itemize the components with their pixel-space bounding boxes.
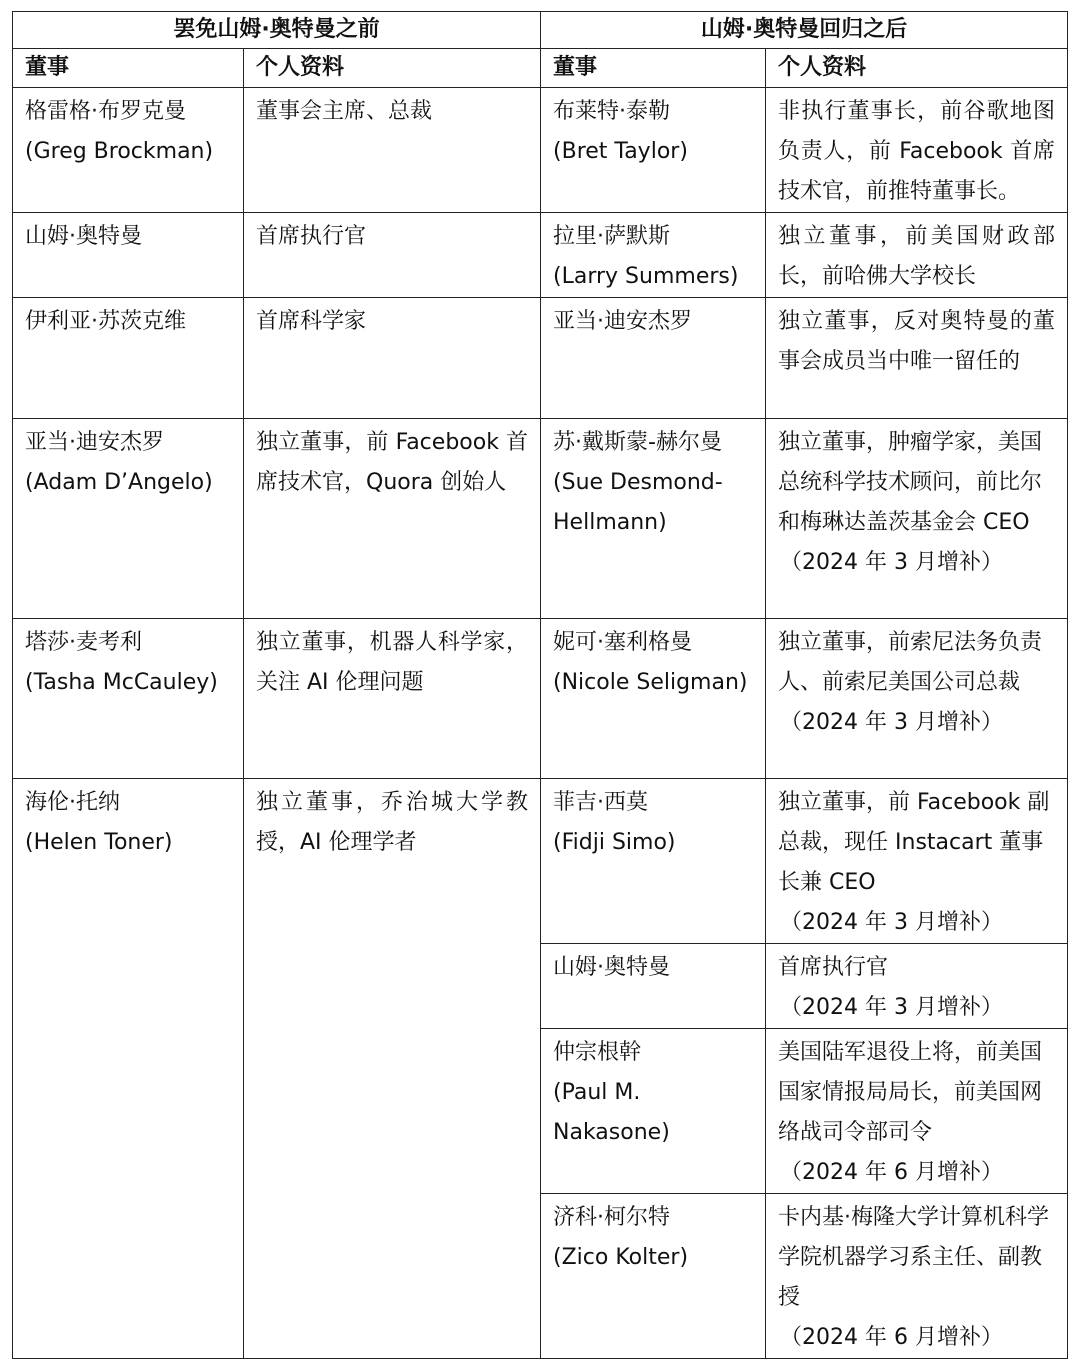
director-cell (541, 619, 766, 779)
director-name: 济科·柯尔特 (553, 1205, 671, 1230)
director-name-en: (Fidji Simo) (553, 830, 676, 855)
director-cell (541, 779, 766, 944)
director-name-en: (Bret Taylor) (553, 139, 688, 164)
director-name: 亚当·迪安杰罗 (553, 309, 693, 334)
director-name: 拉里·萨默斯 (553, 224, 671, 249)
added-note: （2024 年 3 月增补） (780, 550, 1003, 575)
director-name-en: (Tasha McCauley) (25, 670, 218, 695)
director-cell (541, 1029, 766, 1194)
added-note: （2024 年 6 月增补） (780, 1160, 1003, 1185)
profile-cell: 独立董事，乔治城大学教授，AI 伦理学者 (244, 779, 541, 1359)
profile-text: 美国陆军退役上将，前美国国家情报局局长，前美国网络战司令部司令 (778, 1040, 1043, 1145)
profile-cell: 独立董事，反对奥特曼的董事会成员当中唯一留任的 (766, 298, 1068, 419)
director-name-en: (Greg Brockman) (25, 139, 214, 164)
profile-cell: 独立董事，前 Facebook 首席技术官，Quora 创始人 (244, 419, 541, 619)
section-header-row (13, 12, 1068, 49)
director-name: 菲吉·西莫 (553, 790, 649, 815)
director-name: 山姆·奥特曼 (553, 955, 671, 980)
profile-cell: 董事会主席、总裁 (244, 88, 541, 213)
director-name-en: (Paul M. Nakasone) (553, 1080, 670, 1145)
director-name: 亚当·迪安杰罗 (25, 430, 164, 455)
table-row (13, 619, 1068, 779)
director-name: 格雷格·布罗克曼 (25, 99, 186, 124)
profile-cell: 独立董事，机器人科学家，关注 AI 伦理问题 (244, 619, 541, 779)
director-cell (541, 1194, 766, 1359)
profile-text: 独立董事，前索尼法务负责人、前索尼美国公司总裁 (778, 630, 1043, 695)
col-profile-after: 个人资料 (766, 49, 1068, 88)
col-director-before: 董事 (13, 49, 244, 88)
director-name: 山姆·奥特曼 (25, 224, 142, 249)
director-cell (13, 298, 244, 419)
director-name: 布莱特·泰勒 (553, 99, 671, 124)
director-name: 海伦·托纳 (25, 790, 120, 815)
header-before: 罢免山姆·奥特曼之前 (13, 12, 541, 49)
director-name: 塔莎·麦考利 (25, 630, 142, 655)
profile-cell (766, 419, 1068, 619)
profile-text: 卡内基·梅隆大学计算机科学学院机器学习系主任、副教授 (778, 1205, 1050, 1310)
added-note: （2024 年 6 月增补） (780, 1325, 1003, 1350)
director-cell (541, 419, 766, 619)
director-cell (541, 213, 766, 298)
profile-cell (766, 779, 1068, 944)
director-name-en: (Sue Desmond-Hellmann) (553, 470, 723, 535)
col-director-after: 董事 (541, 49, 766, 88)
director-name: 妮可·塞利格曼 (553, 630, 693, 655)
director-cell (13, 619, 244, 779)
added-note: （2024 年 3 月增补） (780, 910, 1003, 935)
added-note: （2024 年 3 月增补） (780, 710, 1003, 735)
profile-cell (766, 619, 1068, 779)
director-name-en: (Helen Toner) (25, 830, 173, 855)
profile-text: 独立董事，肿瘤学家，美国总统科学技术顾问，前比尔和梅琳达盖茨基金会 CEO (778, 430, 1043, 535)
profile-cell: 独立董事，前美国财政部长，前哈佛大学校长 (766, 213, 1068, 298)
profile-cell: 首席科学家 (244, 298, 541, 419)
director-name-en: (Zico Kolter) (553, 1245, 689, 1270)
header-after: 山姆·奥特曼回归之后 (541, 12, 1068, 49)
profile-cell (766, 1194, 1068, 1359)
profile-text: 首席执行官 (778, 955, 889, 980)
profile-cell (766, 1029, 1068, 1194)
added-note: （2024 年 3 月增补） (780, 995, 1003, 1020)
profile-text: 独立董事，前 Facebook 副总裁，现任 Instacart 董事长兼 CEO (778, 790, 1050, 895)
director-cell (13, 88, 244, 213)
profile-cell: 非执行董事长，前谷歌地图负责人，前 Facebook 首席技术官，前推特董事长。 (766, 88, 1068, 213)
table-row (13, 88, 1068, 213)
director-cell (13, 779, 244, 1359)
director-cell (541, 298, 766, 419)
column-header-row (13, 49, 1068, 88)
director-cell (13, 419, 244, 619)
board-comparison-table (12, 11, 1068, 1359)
director-name: 苏·戴斯蒙-赫尔曼 (553, 430, 722, 455)
director-name: 伊利亚·苏茨克维 (25, 309, 186, 334)
director-name-en: (Adam D’Angelo) (25, 470, 213, 495)
profile-cell: 首席执行官 (244, 213, 541, 298)
director-name: 仲宗根幹 (553, 1040, 642, 1065)
director-cell (13, 213, 244, 298)
col-profile-before: 个人资料 (244, 49, 541, 88)
director-cell (541, 944, 766, 1029)
director-name-en: (Larry Summers) (553, 264, 739, 289)
table-row (13, 779, 1068, 944)
table-row (13, 419, 1068, 619)
table-row (13, 213, 1068, 298)
director-cell (541, 88, 766, 213)
table-row (13, 298, 1068, 419)
director-name-en: (Nicole Seligman) (553, 670, 748, 695)
profile-cell (766, 944, 1068, 1029)
